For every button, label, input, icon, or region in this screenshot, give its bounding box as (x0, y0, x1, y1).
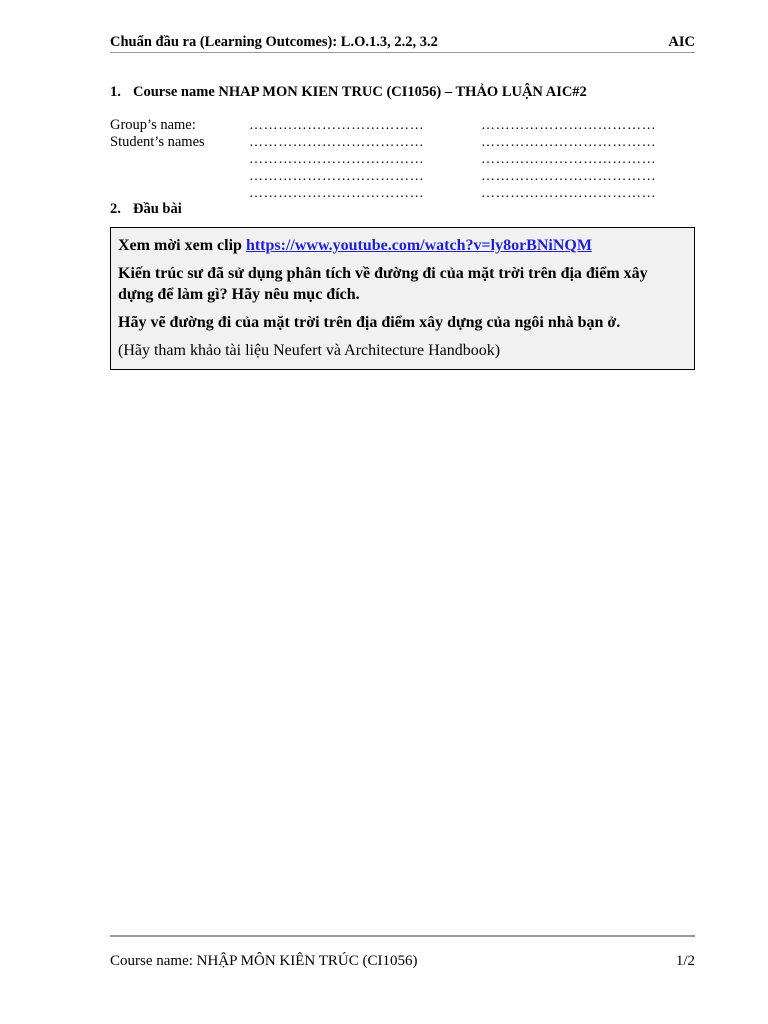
footer-divider (110, 935, 695, 937)
question-draw: Hãy vẽ đường đi của mặt trời trên địa điểm xây dựng của ngôi nhà bạn ở. (118, 314, 621, 331)
section-1-heading (110, 83, 587, 101)
student-name-blank-5[interactable]: ……………………………… (249, 169, 425, 184)
student-name-blank-1[interactable]: ……………………………… (249, 135, 425, 150)
group-name-label: Group’s name: (110, 117, 196, 133)
question-purpose: Kiến trúc sư đã sử dụng phân tích về đường đi của mặt trời trên địa điểm xây dựng để làm gì? Hãy nêu mục đích. (118, 265, 648, 303)
assignment-box (110, 227, 695, 370)
student-name-blank-8[interactable]: ……………………………… (481, 186, 657, 201)
group-name-blank-2[interactable]: ……………………………… (481, 118, 657, 133)
page-header (110, 33, 695, 53)
student-name-blank-4[interactable]: ……………………………… (481, 152, 657, 167)
student-name-blank-6[interactable]: ……………………………… (481, 169, 657, 184)
group-name-blank-1[interactable]: ……………………………… (249, 118, 425, 133)
section-1-number: 1. (110, 84, 121, 100)
section-2-heading (110, 200, 182, 218)
page-footer (110, 952, 695, 970)
section-2-number: 2. (110, 201, 121, 217)
youtube-link[interactable]: https://www.youtube.com/watch?v=ly8orBNiNQM (245, 237, 592, 254)
course-title: Course name NHAP MON KIEN TRUC (CI1056) – THẢO LUẬN AIC#2 (133, 84, 587, 100)
student-name-blank-2[interactable]: ……………………………… (481, 135, 657, 150)
video-intro-text: Xem mời xem clip (118, 237, 246, 254)
student-name-blank-3[interactable]: ……………………………… (249, 152, 425, 167)
reference-note: (Hãy tham khảo tài liệu Neufert và Architecture Handbook) (118, 342, 501, 359)
header-org: AIC (668, 34, 695, 50)
student-name-blank-7[interactable]: ……………………………… (249, 186, 425, 201)
student-names-label: Student’s names (110, 134, 205, 150)
video-instruction (118, 235, 686, 256)
assignment-title: Đầu bài (133, 201, 182, 217)
footer-course-name: Course name: NHẬP MÔN KIÊN TRÚC (CI1056) (110, 953, 418, 969)
learning-outcomes: Chuẩn đầu ra (Learning Outcomes): L.O.1.3, 2.2, 3.2 (110, 34, 438, 50)
page-number: 1/2 (675, 953, 695, 969)
